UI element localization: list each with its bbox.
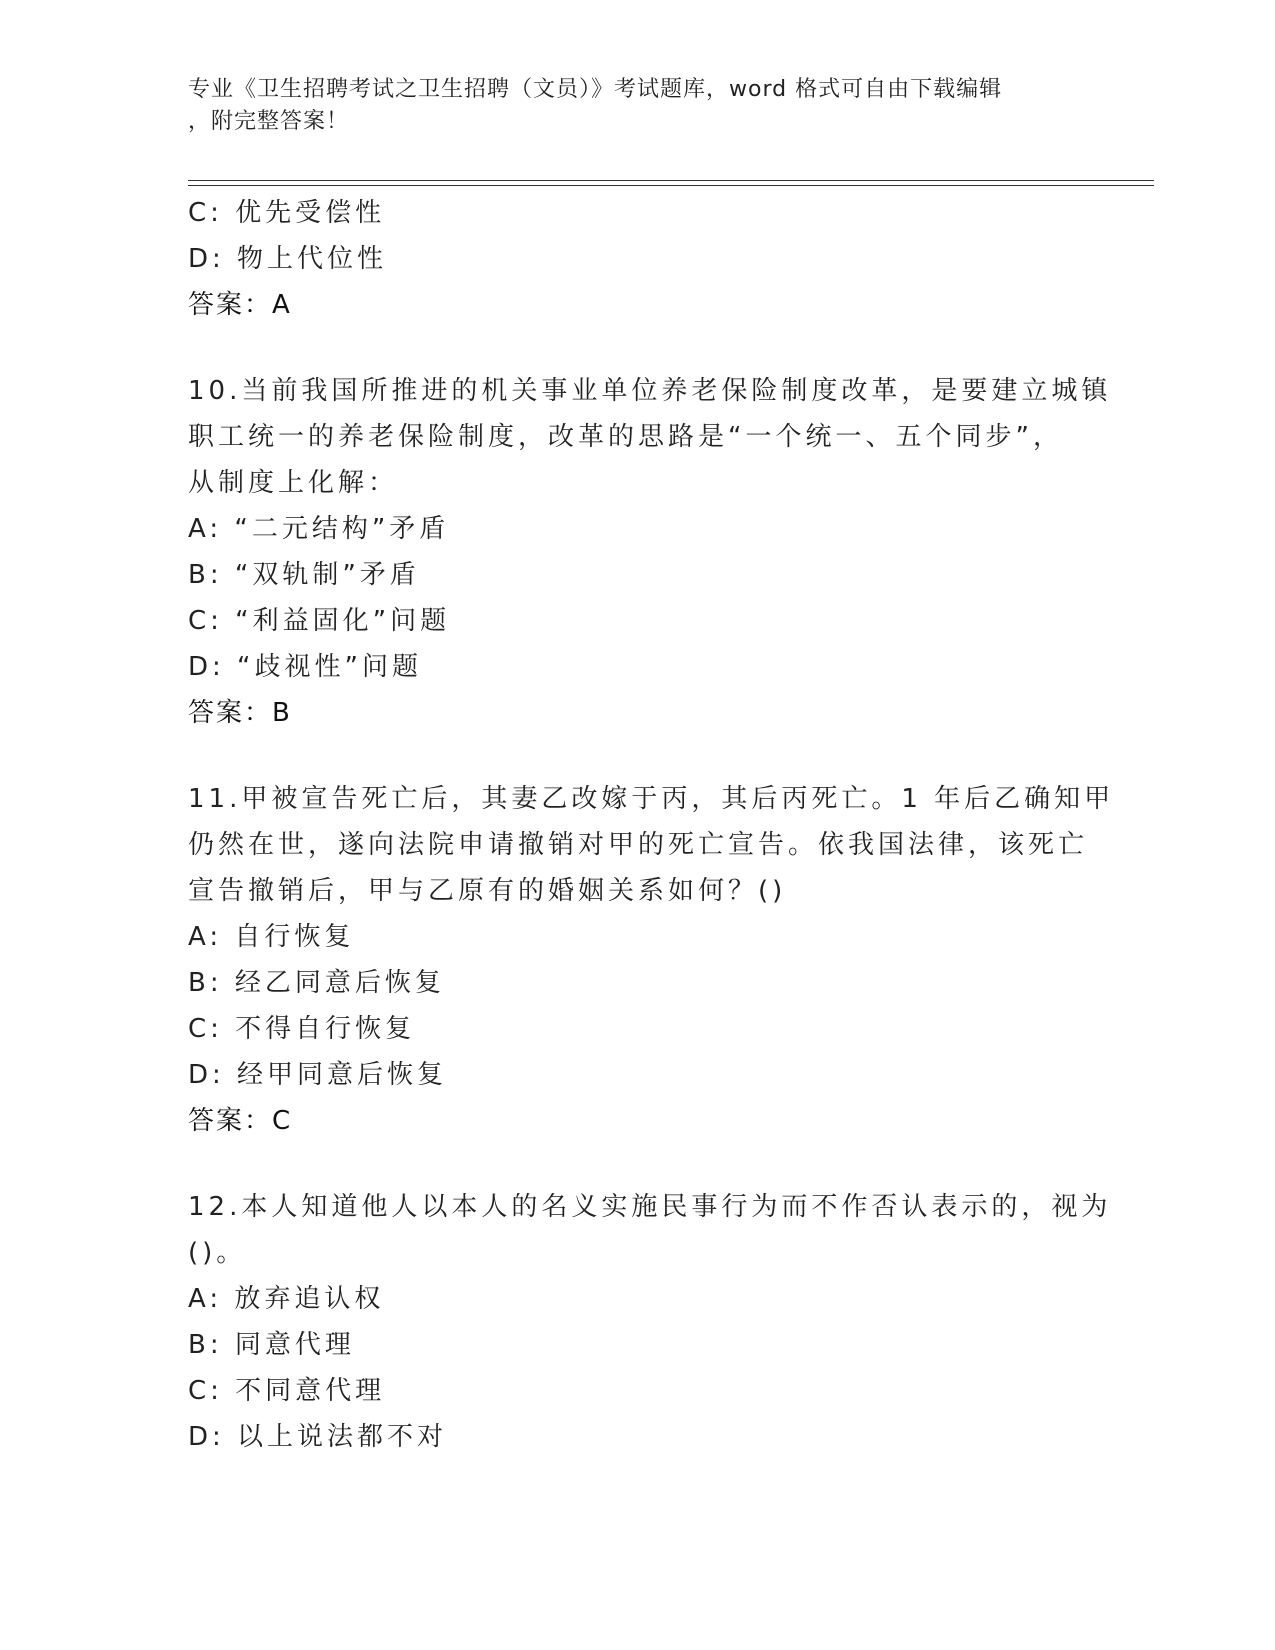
- option-c: C: 优先受偿性: [188, 198, 386, 228]
- question-text-line: 11.甲被宣告死亡后，其妻乙改嫁于丙，其后丙死亡。1 年后乙确知甲: [188, 784, 1115, 814]
- option-b: B: 同意代理: [188, 1330, 355, 1360]
- question-fragment: [188, 190, 1088, 328]
- header-divider-bottom: [188, 185, 1154, 186]
- question-11: [188, 776, 1115, 1144]
- option-a: A: 放弃追认权: [188, 1284, 385, 1314]
- question-content: [188, 190, 1115, 1460]
- question-text-line: ()。: [188, 1238, 247, 1268]
- question-text-line: 10.当前我国所推进的机关事业单位养老保险制度改革，是要建立城镇: [188, 376, 1112, 406]
- option-a: A: 自行恢复: [188, 922, 355, 952]
- question-text-line: 仍然在世，遂向法院申请撤销对甲的死亡宣告。依我国法律，该死亡: [188, 830, 1089, 860]
- option-d: D: 以上说法都不对: [188, 1422, 448, 1452]
- option-b: B: 经乙同意后恢复: [188, 968, 445, 998]
- option-a: A: “二元结构”矛盾: [188, 514, 450, 544]
- option-d: D: 物上代位性: [188, 244, 388, 274]
- option-d: D: 经甲同意后恢复: [188, 1060, 448, 1090]
- question-12: [188, 1184, 1112, 1460]
- question-10: [188, 368, 1112, 736]
- answer-line: 答案：A: [188, 290, 292, 320]
- option-d: D: “歧视性”问题: [188, 652, 422, 682]
- option-c: C: “利益固化”问题: [188, 606, 451, 636]
- answer-line: 答案：C: [188, 1106, 293, 1136]
- option-c: C: 不同意代理: [188, 1376, 386, 1406]
- question-text-line: 宣告撤销后，甲与乙原有的婚姻关系如何？(): [188, 876, 787, 906]
- header-line-1: 专业《卫生招聘考试之卫生招聘（文员）》考试题库，word 格式可自由下载编辑: [188, 77, 1003, 102]
- question-text-line: 职工统一的养老保险制度，改革的思路是“一个统一、五个同步”，: [188, 422, 1063, 452]
- question-text-line: 从制度上化解：: [188, 468, 399, 498]
- question-text-line: 12.本人知道他人以本人的名义实施民事行为而不作否认表示的，视为: [188, 1192, 1112, 1222]
- option-b: B: “双轨制”矛盾: [188, 560, 420, 590]
- header-line-2: ，附完整答案！: [188, 109, 350, 134]
- page-header: [188, 74, 1068, 138]
- header-divider-top: [188, 180, 1154, 181]
- option-c: C: 不得自行恢复: [188, 1014, 416, 1044]
- answer-line: 答案：B: [188, 698, 292, 728]
